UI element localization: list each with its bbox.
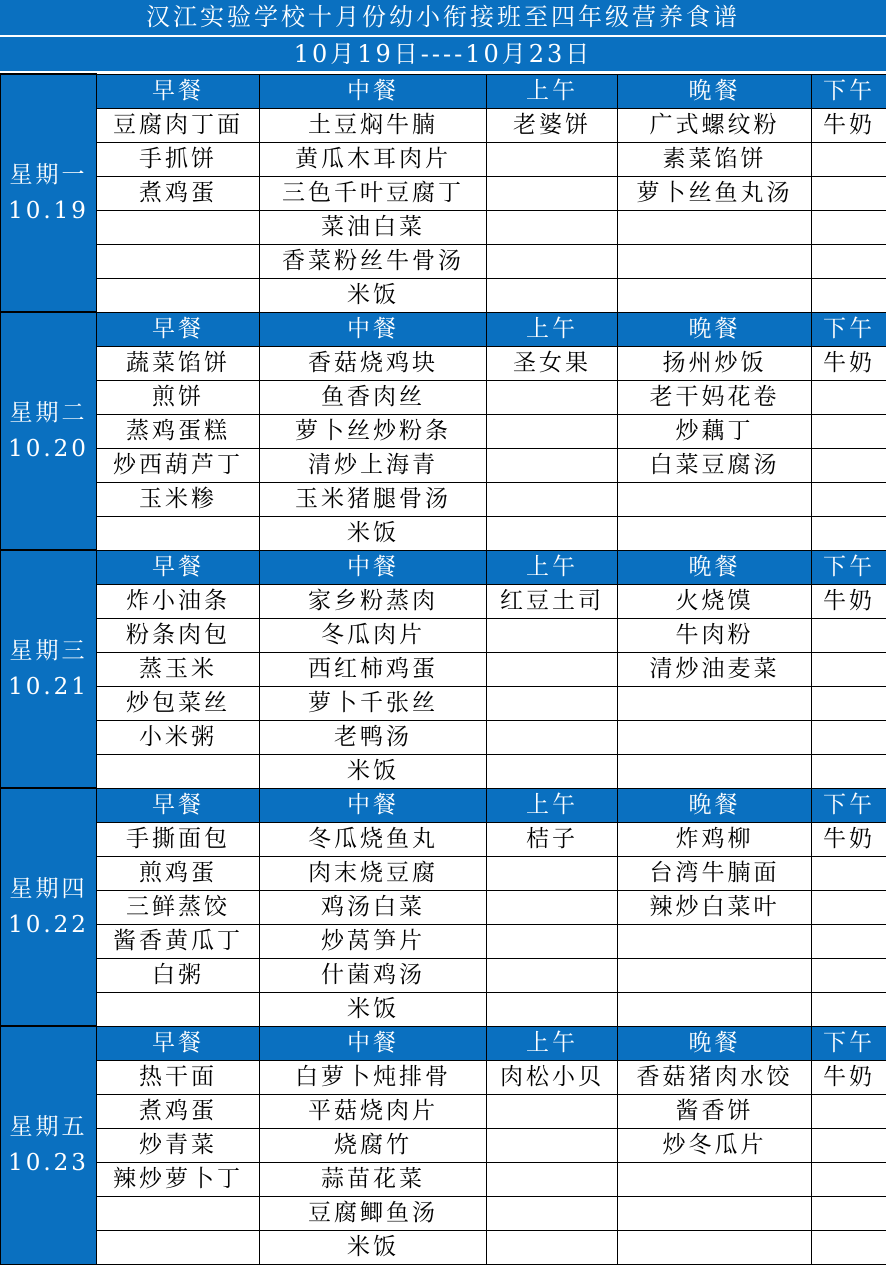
menu-cell: 炸鸡柳: [618, 822, 812, 856]
menu-cell: 牛奶: [812, 346, 886, 380]
menu-cell: [812, 244, 886, 278]
menu-cell: [97, 244, 260, 278]
menu-cell: 炒藕丁: [618, 414, 812, 448]
menu-cell: [812, 890, 886, 924]
menu-cell: 炒包菜丝: [97, 686, 260, 720]
date: 10.21: [1, 669, 96, 705]
menu-cell: [618, 278, 812, 312]
menu-cell: [812, 176, 886, 210]
menu-cell: 酱香黄瓜丁: [97, 924, 260, 958]
menu-cell: 西红柿鸡蛋: [260, 652, 487, 686]
menu-cell: 牛肉粉: [618, 618, 812, 652]
date-range: 10月19日----10月23日: [0, 37, 886, 73]
menu-cell: 家乡粉蒸肉: [260, 584, 487, 618]
column-header-row: [1, 312, 886, 346]
menu-row: [1, 278, 886, 312]
column-header-row: [1, 74, 886, 108]
menu-cell: 香菜粉丝牛骨汤: [260, 244, 487, 278]
menu-cell: 豆腐肉丁面: [97, 108, 260, 142]
menu-cell: 萝卜丝鱼丸汤: [618, 176, 812, 210]
menu-cell: 冬瓜肉片: [260, 618, 487, 652]
menu-cell: 广式螺纹粉: [618, 108, 812, 142]
menu-cell: 台湾牛腩面: [618, 856, 812, 890]
menu-cell: 炒西葫芦丁: [97, 448, 260, 482]
menu-cell: 老鸭汤: [260, 720, 487, 754]
menu-cell: [812, 380, 886, 414]
menu-cell: 米饭: [260, 278, 487, 312]
menu-cell: [487, 1128, 618, 1162]
menu-cell: 牛奶: [812, 1060, 886, 1094]
menu-cell: [812, 1094, 886, 1128]
column-header: 上午: [487, 74, 618, 108]
menu-cell: [618, 1230, 812, 1264]
menu-cell: 牛奶: [812, 108, 886, 142]
column-header: 中餐: [260, 550, 487, 584]
weekday: 星期一: [1, 157, 96, 193]
menu-cell: [812, 618, 886, 652]
menu-cell: 米饭: [260, 754, 487, 788]
column-header: 早餐: [97, 312, 260, 346]
menu-cell: [487, 618, 618, 652]
menu-cell: 粉条肉包: [97, 618, 260, 652]
column-header: 上午: [487, 550, 618, 584]
menu-cell: 小米粥: [97, 720, 260, 754]
menu-cell: [812, 142, 886, 176]
menu-row: [1, 1196, 886, 1230]
menu-cell: 白菜豆腐汤: [618, 448, 812, 482]
menu-cell: [487, 516, 618, 550]
menu-cell: [618, 516, 812, 550]
menu-cell: [487, 414, 618, 448]
menu-cell: [812, 414, 886, 448]
menu-cell: [812, 278, 886, 312]
menu-cell: [812, 652, 886, 686]
menu-cell: [812, 1230, 886, 1264]
menu-cell: 清炒上海青: [260, 448, 487, 482]
menu-row: [1, 992, 886, 1026]
menu-row: [1, 958, 886, 992]
menu-cell: [97, 516, 260, 550]
menu-cell: 牛奶: [812, 822, 886, 856]
column-header: 早餐: [97, 1026, 260, 1060]
menu-row: [1, 346, 886, 380]
page-title: 汉江实验学校十月份幼小衔接班至四年级营养食谱: [0, 0, 886, 37]
day-label: [1, 788, 97, 1026]
menu-cell: 热干面: [97, 1060, 260, 1094]
menu-cell: [97, 1230, 260, 1264]
column-header: 中餐: [260, 312, 487, 346]
menu-cell: [487, 856, 618, 890]
menu-cell: 平菇烧肉片: [260, 1094, 487, 1128]
menu-cell: 萝卜千张丝: [260, 686, 487, 720]
menu-cell: [812, 720, 886, 754]
menu-cell: [487, 720, 618, 754]
menu-row: [1, 618, 886, 652]
menu-table: [0, 73, 886, 1265]
menu-cell: [812, 992, 886, 1026]
menu-cell: 菜油白菜: [260, 210, 487, 244]
menu-cell: [812, 210, 886, 244]
menu-cell: 鸡汤白菜: [260, 890, 487, 924]
menu-cell: [487, 176, 618, 210]
menu-cell: [487, 278, 618, 312]
menu-cell: 米饭: [260, 992, 487, 1026]
menu-cell: 三鲜蒸饺: [97, 890, 260, 924]
menu-cell: [487, 1196, 618, 1230]
menu-cell: 红豆土司: [487, 584, 618, 618]
menu-row: [1, 754, 886, 788]
menu-row: [1, 1060, 886, 1094]
weekday: 星期四: [1, 871, 96, 907]
menu-cell: [487, 244, 618, 278]
menu-row: [1, 1162, 886, 1196]
menu-cell: [487, 448, 618, 482]
menu-cell: [487, 686, 618, 720]
column-header: 下午: [812, 550, 886, 584]
menu-cell: 黄瓜木耳肉片: [260, 142, 487, 176]
menu-cell: [812, 754, 886, 788]
menu-cell: [97, 210, 260, 244]
menu-cell: 蒸鸡蛋糕: [97, 414, 260, 448]
menu-cell: 白萝卜炖排骨: [260, 1060, 487, 1094]
menu-row: [1, 482, 886, 516]
column-header: 下午: [812, 74, 886, 108]
menu-cell: [618, 482, 812, 516]
menu-cell: 酱香饼: [618, 1094, 812, 1128]
menu-cell: 桔子: [487, 822, 618, 856]
column-header: 上午: [487, 1026, 618, 1060]
date: 10.23: [1, 1145, 96, 1181]
column-header-row: [1, 788, 886, 822]
menu-cell: [618, 754, 812, 788]
menu-cell: 白粥: [97, 958, 260, 992]
menu-cell: [487, 482, 618, 516]
menu-cell: 清炒油麦菜: [618, 652, 812, 686]
column-header: 晚餐: [618, 550, 812, 584]
menu-cell: [487, 1094, 618, 1128]
menu-cell: 炸小油条: [97, 584, 260, 618]
column-header: 早餐: [97, 788, 260, 822]
menu-cell: [618, 958, 812, 992]
weekday: 星期二: [1, 395, 96, 431]
menu-row: [1, 652, 886, 686]
menu-cell: 三色千叶豆腐丁: [260, 176, 487, 210]
menu-cell: [487, 958, 618, 992]
menu-cell: 辣炒萝卜丁: [97, 1162, 260, 1196]
menu-cell: 米饭: [260, 1230, 487, 1264]
menu-cell: [618, 720, 812, 754]
menu-row: [1, 516, 886, 550]
date: 10.19: [1, 193, 96, 229]
menu-cell: [97, 1196, 260, 1230]
menu-cell: 煮鸡蛋: [97, 176, 260, 210]
menu-cell: 煮鸡蛋: [97, 1094, 260, 1128]
menu-cell: 蒜苗花菜: [260, 1162, 487, 1196]
column-header-row: [1, 1026, 886, 1060]
menu-row: [1, 584, 886, 618]
menu-cell: [487, 210, 618, 244]
day-label: [1, 74, 97, 312]
menu-row: [1, 380, 886, 414]
menu-cell: 萝卜丝炒粉条: [260, 414, 487, 448]
menu-cell: [487, 992, 618, 1026]
menu-cell: [97, 992, 260, 1026]
menu-cell: [812, 1196, 886, 1230]
menu-cell: 牛奶: [812, 584, 886, 618]
menu-cell: [487, 890, 618, 924]
menu-cell: 香菇猪肉水饺: [618, 1060, 812, 1094]
menu-cell: 炒青菜: [97, 1128, 260, 1162]
menu-cell: 辣炒白菜叶: [618, 890, 812, 924]
menu-row: [1, 856, 886, 890]
menu-cell: 火烧馍: [618, 584, 812, 618]
menu-cell: 什菌鸡汤: [260, 958, 487, 992]
day-label: [1, 1026, 97, 1264]
menu-cell: [618, 1162, 812, 1196]
menu-cell: 烧腐竹: [260, 1128, 487, 1162]
menu-cell: [618, 210, 812, 244]
column-header: 上午: [487, 312, 618, 346]
day-label: [1, 312, 97, 550]
menu-cell: 扬州炒饭: [618, 346, 812, 380]
menu-row: [1, 142, 886, 176]
menu-cell: 素菜馅饼: [618, 142, 812, 176]
menu-cell: 冬瓜烧鱼丸: [260, 822, 487, 856]
menu-cell: 肉松小贝: [487, 1060, 618, 1094]
column-header: 晚餐: [618, 74, 812, 108]
menu-cell: [812, 482, 886, 516]
menu-cell: 炒冬瓜片: [618, 1128, 812, 1162]
menu-cell: 圣女果: [487, 346, 618, 380]
weekday: 星期五: [1, 1109, 96, 1145]
menu-cell: [812, 1162, 886, 1196]
menu-row: [1, 448, 886, 482]
menu-row: [1, 414, 886, 448]
menu-cell: [812, 1128, 886, 1162]
column-header: 晚餐: [618, 788, 812, 822]
menu-cell: 玉米糁: [97, 482, 260, 516]
menu-row: [1, 1128, 886, 1162]
column-header: 下午: [812, 788, 886, 822]
column-header: 中餐: [260, 1026, 487, 1060]
menu-cell: 手撕面包: [97, 822, 260, 856]
menu-cell: 香菇烧鸡块: [260, 346, 487, 380]
menu-cell: 煎饼: [97, 380, 260, 414]
menu-cell: [812, 448, 886, 482]
menu-cell: 煎鸡蛋: [97, 856, 260, 890]
weekday: 星期三: [1, 633, 96, 669]
menu-cell: [812, 924, 886, 958]
menu-row: [1, 822, 886, 856]
column-header: 中餐: [260, 74, 487, 108]
menu-row: [1, 924, 886, 958]
menu-cell: 蔬菜馅饼: [97, 346, 260, 380]
menu-cell: 手抓饼: [97, 142, 260, 176]
menu-row: [1, 108, 886, 142]
menu-row: [1, 890, 886, 924]
menu-cell: [812, 516, 886, 550]
menu-cell: [487, 652, 618, 686]
menu-cell: [487, 142, 618, 176]
menu-cell: [97, 278, 260, 312]
column-header: 晚餐: [618, 312, 812, 346]
menu-row: [1, 1094, 886, 1128]
menu-cell: [618, 1196, 812, 1230]
menu-cell: 蒸玉米: [97, 652, 260, 686]
menu-cell: 炒莴笋片: [260, 924, 487, 958]
menu-cell: 老婆饼: [487, 108, 618, 142]
menu-cell: 米饭: [260, 516, 487, 550]
menu-cell: 鱼香肉丝: [260, 380, 487, 414]
column-header: 中餐: [260, 788, 487, 822]
menu-cell: [487, 1230, 618, 1264]
menu-cell: [618, 924, 812, 958]
menu-row: [1, 244, 886, 278]
menu-cell: [812, 686, 886, 720]
menu-cell: [618, 992, 812, 1026]
column-header: 下午: [812, 312, 886, 346]
column-header: 上午: [487, 788, 618, 822]
column-header: 早餐: [97, 550, 260, 584]
date: 10.22: [1, 907, 96, 943]
menu-cell: [618, 244, 812, 278]
menu-cell: 土豆焖牛腩: [260, 108, 487, 142]
menu-cell: 豆腐鲫鱼汤: [260, 1196, 487, 1230]
column-header: 早餐: [97, 74, 260, 108]
menu-cell: [812, 856, 886, 890]
date: 10.20: [1, 431, 96, 467]
menu-cell: [487, 754, 618, 788]
menu-cell: [97, 754, 260, 788]
menu-cell: 肉末烧豆腐: [260, 856, 487, 890]
menu-cell: [487, 924, 618, 958]
menu-cell: 玉米猪腿骨汤: [260, 482, 487, 516]
menu-row: [1, 686, 886, 720]
menu-cell: [618, 686, 812, 720]
menu-cell: [487, 1162, 618, 1196]
menu-cell: 老干妈花卷: [618, 380, 812, 414]
menu-cell: [812, 958, 886, 992]
day-label: [1, 550, 97, 788]
menu-row: [1, 176, 886, 210]
column-header: 下午: [812, 1026, 886, 1060]
column-header: 晚餐: [618, 1026, 812, 1060]
menu-cell: [487, 380, 618, 414]
menu-row: [1, 720, 886, 754]
menu-row: [1, 210, 886, 244]
menu-row: [1, 1230, 886, 1264]
column-header-row: [1, 550, 886, 584]
